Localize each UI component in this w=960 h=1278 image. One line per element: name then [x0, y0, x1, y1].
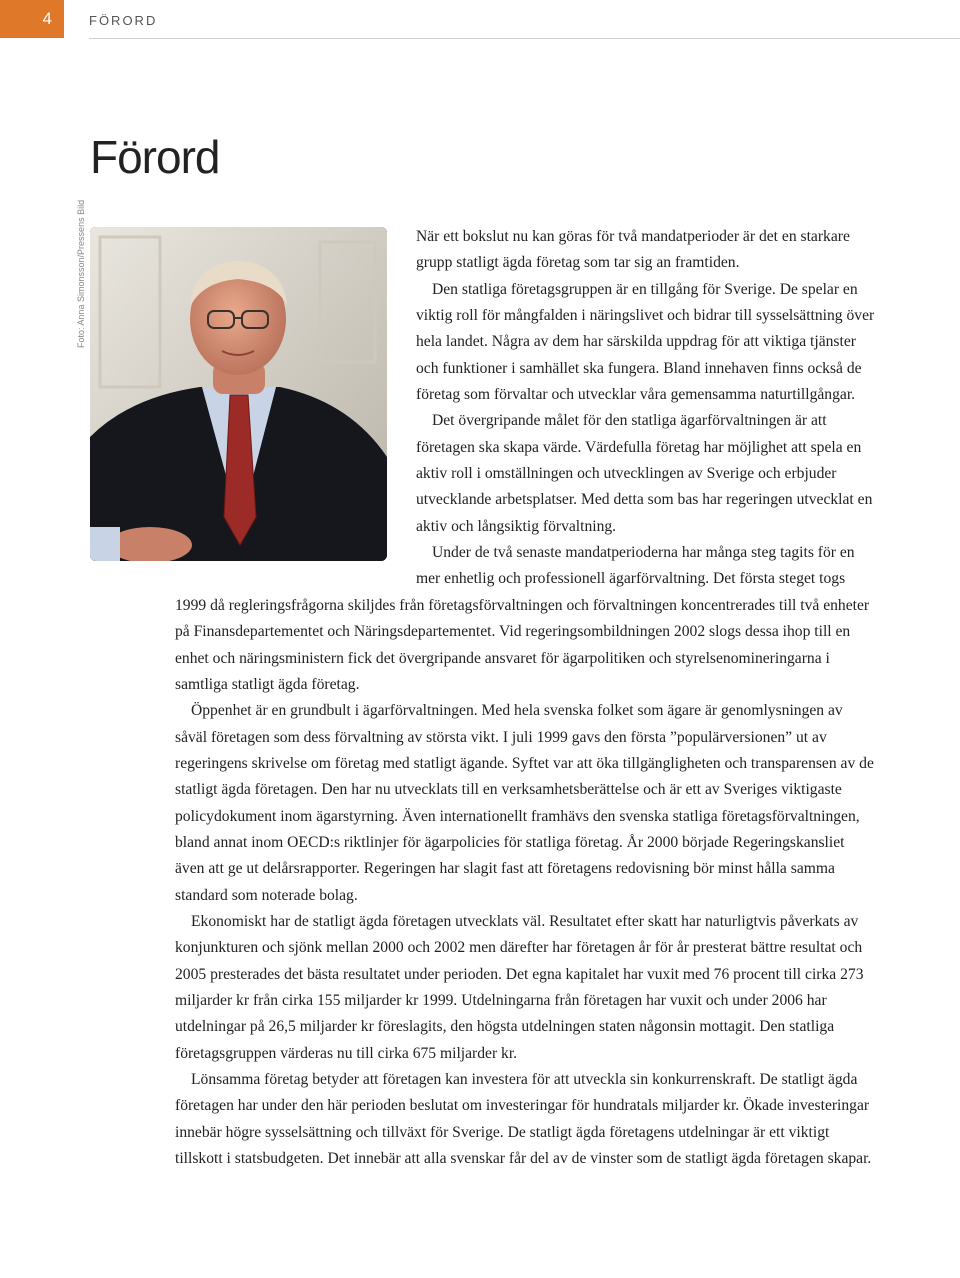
paragraph: Under de två senaste mandatperioderna har många steg tagits för en mer enhetlig och professionell ägarförvaltning. Det första steget togs 1999 då regleringsfrågorna skiljdes från företagsförvaltningen och förvaltningen koncentrerades till två enheter på Finansdepartementet och Näringsdepartementet. Vid regeringsombildningen 2002 slogs dessa ihop till en enhet och näringsministern fick det övergripande ansvaret för ägarpolitiken och styrelsenomineringarna i samtliga statligt ägda företag.	[175, 544, 870, 693]
photo-wrap-spacer	[175, 224, 416, 570]
paragraph: Ekonomiskt har de statligt ägda företagen utvecklats väl. Resultatet efter skatt har naturligtvis påverkats av konjunkturen och sjönk mellan 2000 och 2002 men därefter har företagen år för år presterat bättre resultat och 2005 presterades det bästa resultatet under perioden. Det egna kapitalet har vuxit med 76 procent till cirka 273 miljarder kr från cirka 155 miljarder kr 1999. Utdelningarna från företagen har vuxit och under 2006 har utdelningar på 26,5 miljarder kr föreslagits, den högsta utdelningen staten någonsin mottagit. Den statliga företagsgruppen värderas nu till cirka 675 miljarder kr.	[175, 912, 864, 1062]
paragraph: Det övergripande målet för den statliga ägarförvaltningen är att företagen ska skapa värde. Värdefulla företag har möjlighet att spela en aktiv roll i omställningen och utvecklingen av Sverige och erbjuder utvecklande arbetsplatser. Med detta som bas har regeringen utvecklat en aktiv och långsiktig förvaltning.	[416, 412, 873, 535]
article-body	[175, 224, 875, 1172]
photo-credit: Foto: Anna Simonsson/Pressens Bild	[76, 199, 86, 348]
paragraph: När ett bokslut nu kan göras för två mandatperioder är det en starkare grupp statligt ägda företag som tar sig an framtiden.	[416, 228, 850, 272]
running-header: FÖRORD	[89, 13, 158, 28]
page-title: Förord	[90, 131, 220, 183]
paragraph: Den statliga företagsgruppen är en tillgång för Sverige. De spelar en viktig roll för mångfalden i näringslivet och bidrar till sysselsättning över hela landet. Några av dem har särskilda uppdrag för att viktiga tjänster och funktioner i samhället ska fungera. Bland innehaven finns också de företag som förvaltar och utvecklar våra gemensamma naturtillgångar.	[416, 280, 875, 404]
header-rule	[89, 38, 960, 39]
page-number: 4	[0, 0, 64, 38]
paragraph: Öppenhet är en grundbult i ägarförvaltningen. Med hela svenska folket som ägare är genomlysningen av såväl företagen som dess förvaltning av största vikt. I juli 1999 gavs den första ”populärversionen” ut av regeringens skrivelse om företag med statligt ägande. Syftet var att öka tillgängligheten och transparensen av de statligt ägda företagen. Den har nu utvecklats till en verksamhetsberättelse och är ett av Sveriges viktigaste policydokument inom ägarstyrning. Även internationellt framhävs den svenska statliga företagsförvaltningen, bland annat inom OECD:s riktlinjer för ägarpolicies för statliga företag. År 2000 började Regeringskansliet även att ge ut delårsrapporter. Regeringen har slagit fast att företagens redovisning bör minst hålla samma standard som noterade bolag.	[175, 702, 874, 904]
paragraph: Lönsamma företag betyder att företagen kan investera för att utveckla sin konkurrenskraft. De statligt ägda företagen har under den här perioden beslutat om investeringar för hundratals miljarder kr. Ökade investeringar innebär högre sysselsättning och tillväxt för Sverige. De statligt ägda företagens utdelningar är ett viktigt tillskott i statsbudgeten. Det innebär att alla svenskar får del av de vinster som de statligt ägda företagen skapar.	[175, 1071, 872, 1168]
